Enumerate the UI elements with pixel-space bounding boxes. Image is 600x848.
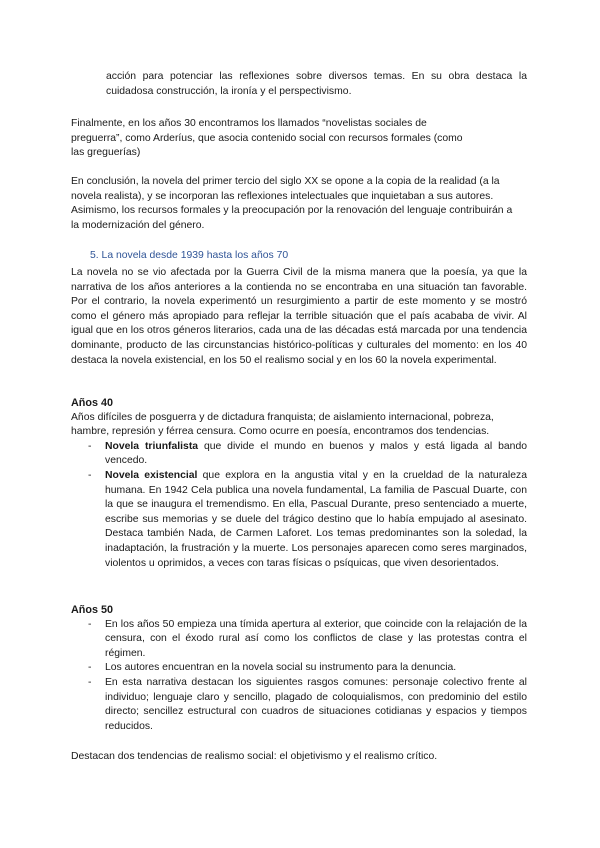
section5-heading: [90, 249, 546, 264]
list-item-text: En los años 50 empieza una tímida apertura al exterior, que coincide con la relajación de la censura, con el éxodo rural así como los conflictos de clase y las protestas contra el régimen.: [105, 618, 527, 659]
dash-bullet: -: [88, 469, 92, 481]
finalmente-paragraph: [71, 117, 471, 161]
anos40-section: [71, 396, 527, 571]
conclusion-text: En conclusión, la novela del primer tercio del siglo XX se opone a la copia de la realidad (a la novela realista), y se incorporan las reflexiones intelectuales que inquietaban a sus autores. Asimismo, los recursos formales y la preocupación por la renovación del lenguaje contribuirán a la modernización del género.: [71, 176, 513, 231]
term-novela-triunfalista: Novela triunfalista: [105, 440, 199, 452]
section5-body-text: La novela no se vio afectada por la Guerra Civil de la misma manera que la poesía, ya que la narrativa de los años anteriores a la contienda no se encontraba en una situación tan favorable. Por el contrario, la novela experimentó un resurgimiento a partir de este momento y se mostró como el género más apropiado para reflejar la terrible situación que el país acababa de vivir. Al igual que en los otros géneros literarios, cada una de las décadas está marcada por una tendencia dominante, producto de las circunstancias histórico-políticas y culturales del momento: en los 40 destaca la novela existencial, en los 50 el realismo social y en los 60 la novela experimental.: [71, 267, 527, 366]
anos50-list: [71, 618, 527, 735]
anos40-title: Años 40: [71, 397, 114, 409]
dash-bullet: -: [88, 440, 92, 452]
list-item-text: Los autores encuentran en la novela social su instrumento para la denuncia.: [105, 662, 457, 674]
dash-bullet: -: [88, 676, 92, 688]
list-item-text: que divide el mundo en buenos y malos y está ligada al bando vencedo.: [105, 440, 527, 467]
list-item: [71, 469, 527, 571]
list-item: [71, 676, 527, 734]
list-item: [71, 618, 527, 662]
conclusion-paragraph: [71, 175, 519, 233]
anos50-section: [71, 603, 527, 734]
dash-bullet: -: [88, 618, 92, 630]
finalmente-text: Finalmente, en los años 30 encontramos los llamados “novelistas sociales de preguerra”, como Arderíus, que asocia contenido social con recursos formales (como las greguerías): [71, 118, 463, 159]
dash-bullet: -: [88, 662, 92, 674]
list-item-text: que explora en la angustia vital y en la crueldad de la naturaleza humana. En 1942 Cela publica una novela fundamental, La familia de Pascual Duarte, con la que se inaugura el tremendismo. En ella, Pascual Durante, preso sentenciado a muerte, escribe sus memorias y se duele del trágico destino que lo había empujado al asesinato. Destaca también Nada, de Carmen Laforet. Los temas predominantes son la soledad, la inadaptación, la frustración y la muerte. Los personajes aparecen como seres marginados, violentos u oprimidos, a veces con taras físicas o psíquicas, que viven desorientados.: [105, 469, 527, 569]
section5-title: 5. La novela desde 1939 hasta los años 70: [90, 250, 289, 261]
list-item: [71, 440, 527, 469]
intro-continuation-text: acción para potenciar las reflexiones sobre diversos temas. En su obra destaca la cuidadosa construcción, la ironía y el perspectivismo.: [106, 71, 527, 97]
list-item-text: En esta narrativa destacan los siguientes rasgos comunes: personaje colectivo frente al individuo; lenguaje claro y sencillo, plagado de coloquialismos, con predominio del estilo directo; sencillez estructural con cuadros de situaciones cotidianas y espacios y tiempos reducidos.: [105, 676, 527, 732]
term-novela-existencial: Novela existencial: [105, 469, 198, 481]
anos50-closing: [71, 750, 527, 765]
anos40-list: [71, 440, 527, 571]
anos50-title: Años 50: [71, 604, 114, 616]
list-item: [71, 661, 527, 676]
anos40-intro: Años difíciles de posguerra y de dictadura franquista; de aislamiento internacional, pobreza, hambre, represión y férrea censura. Como ocurre en poesía, encontramos dos tendencias.: [71, 411, 494, 438]
intro-continuation: [106, 70, 527, 99]
section5-body: [71, 266, 527, 368]
anos50-closing-text: Destacan dos tendencias de realismo social: el objetivismo y el realismo crítico.: [71, 751, 438, 762]
